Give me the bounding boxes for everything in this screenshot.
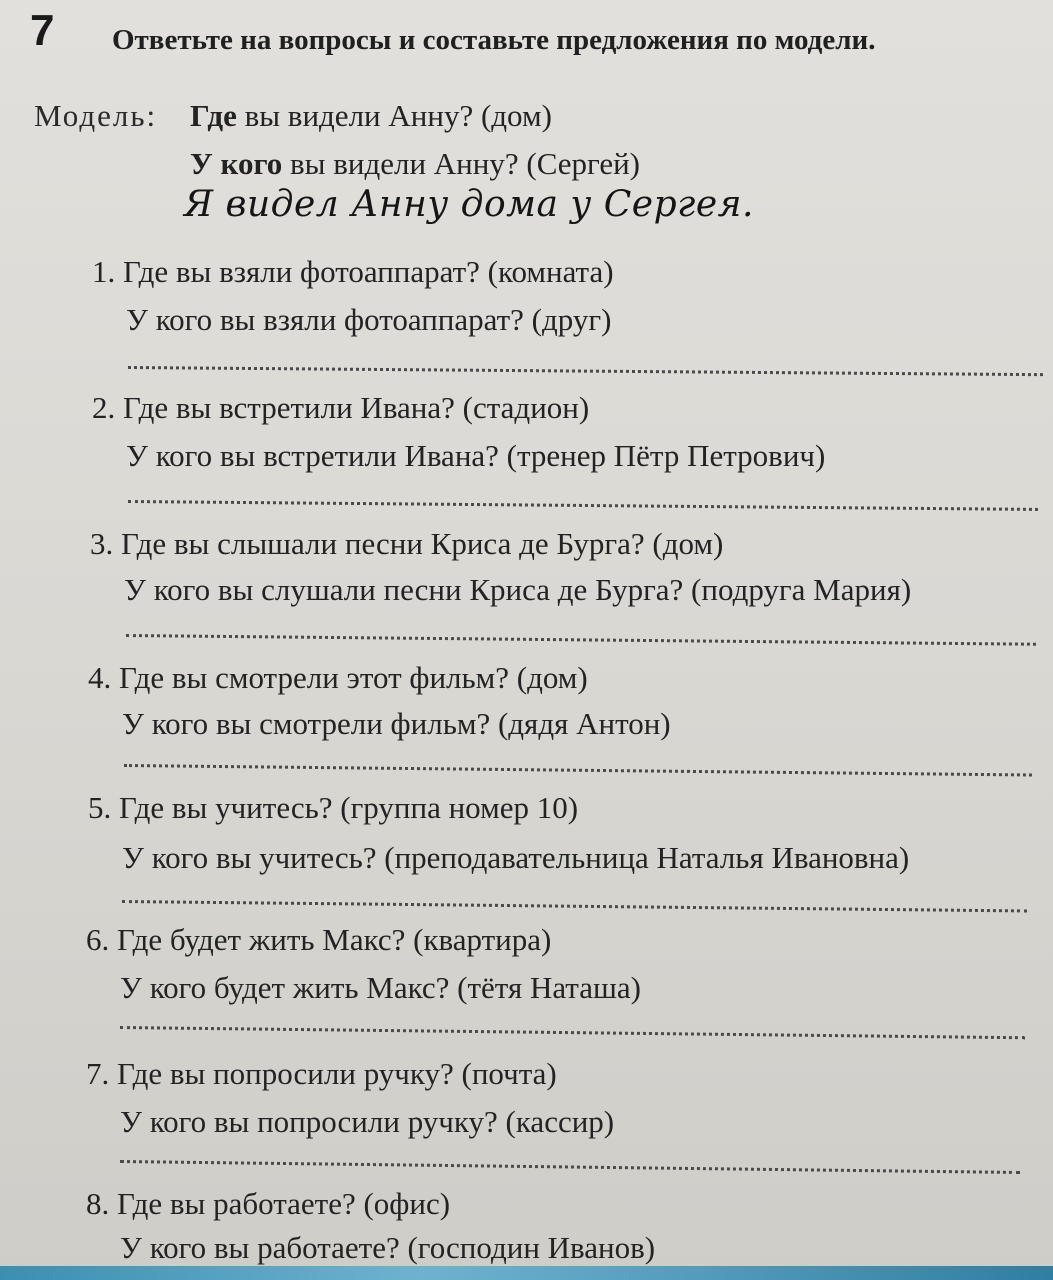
question-who: У кого вы слушали песни Криса де Бурга? (подруга Мария) — [124, 572, 912, 607]
model-question-who-text: вы видели Анну? (Сергей) — [282, 146, 640, 181]
exercise-title: Ответьте на вопросы и составьте предложения по модели. — [112, 24, 876, 56]
question-who: У кого вы попросили ручку? (кассир) — [120, 1104, 615, 1139]
model-question-who — [190, 146, 640, 182]
handwritten-model-answer: Я видел Анну дома у Сергея. — [184, 184, 754, 225]
question-where: 8. Где вы работаете? (офис) — [86, 1186, 451, 1221]
model-question-where-text: вы видели Анну? (дом) — [236, 98, 552, 133]
question-where: 3. Где вы слышали песни Криса де Бурга? (дом) — [90, 526, 724, 561]
answer-line[interactable] — [120, 1160, 1020, 1174]
question-who: У кого вы работаете? (господин Иванов) — [120, 1230, 656, 1265]
question-who: У кого будет жить Макс? (тётя Наташа) — [120, 970, 641, 1005]
question-who: У кого вы учитесь? (преподавательница Наталья Ивановна) — [122, 840, 910, 875]
question-where: 7. Где вы попросили ручку? (почта) — [86, 1056, 557, 1091]
exercise-number: 7 — [30, 6, 55, 55]
answer-line[interactable] — [120, 1026, 1025, 1039]
question-who: У кого вы смотрели фильм? (дядя Антон) — [122, 706, 671, 741]
bottom-edge-strip — [0, 1266, 1053, 1280]
question-who: У кого вы взяли фотоаппарат? (друг) — [126, 302, 612, 337]
model-question-where — [190, 98, 552, 134]
question-who: У кого вы встретили Ивана? (тренер Пётр Петрович) — [126, 438, 826, 473]
model-question-who-keyword: У кого — [190, 146, 283, 181]
answer-line[interactable] — [122, 900, 1027, 912]
answer-line[interactable] — [126, 634, 1036, 646]
model-question-where-keyword: Где — [190, 98, 237, 133]
question-where: 1. Где вы взяли фотоаппарат? (комната) — [92, 254, 614, 289]
answer-line[interactable] — [128, 500, 1038, 511]
question-where: 5. Где вы учитесь? (группа номер 10) — [88, 790, 579, 825]
question-where: 2. Где вы встретили Ивана? (стадион) — [92, 390, 590, 425]
answer-line[interactable] — [124, 764, 1032, 777]
question-where: 6. Где будет жить Макс? (квартира) — [86, 922, 552, 957]
question-where: 4. Где вы смотрели этот фильм? (дом) — [88, 660, 588, 695]
model-label: Модель: — [34, 98, 158, 133]
answer-line[interactable] — [128, 366, 1043, 376]
